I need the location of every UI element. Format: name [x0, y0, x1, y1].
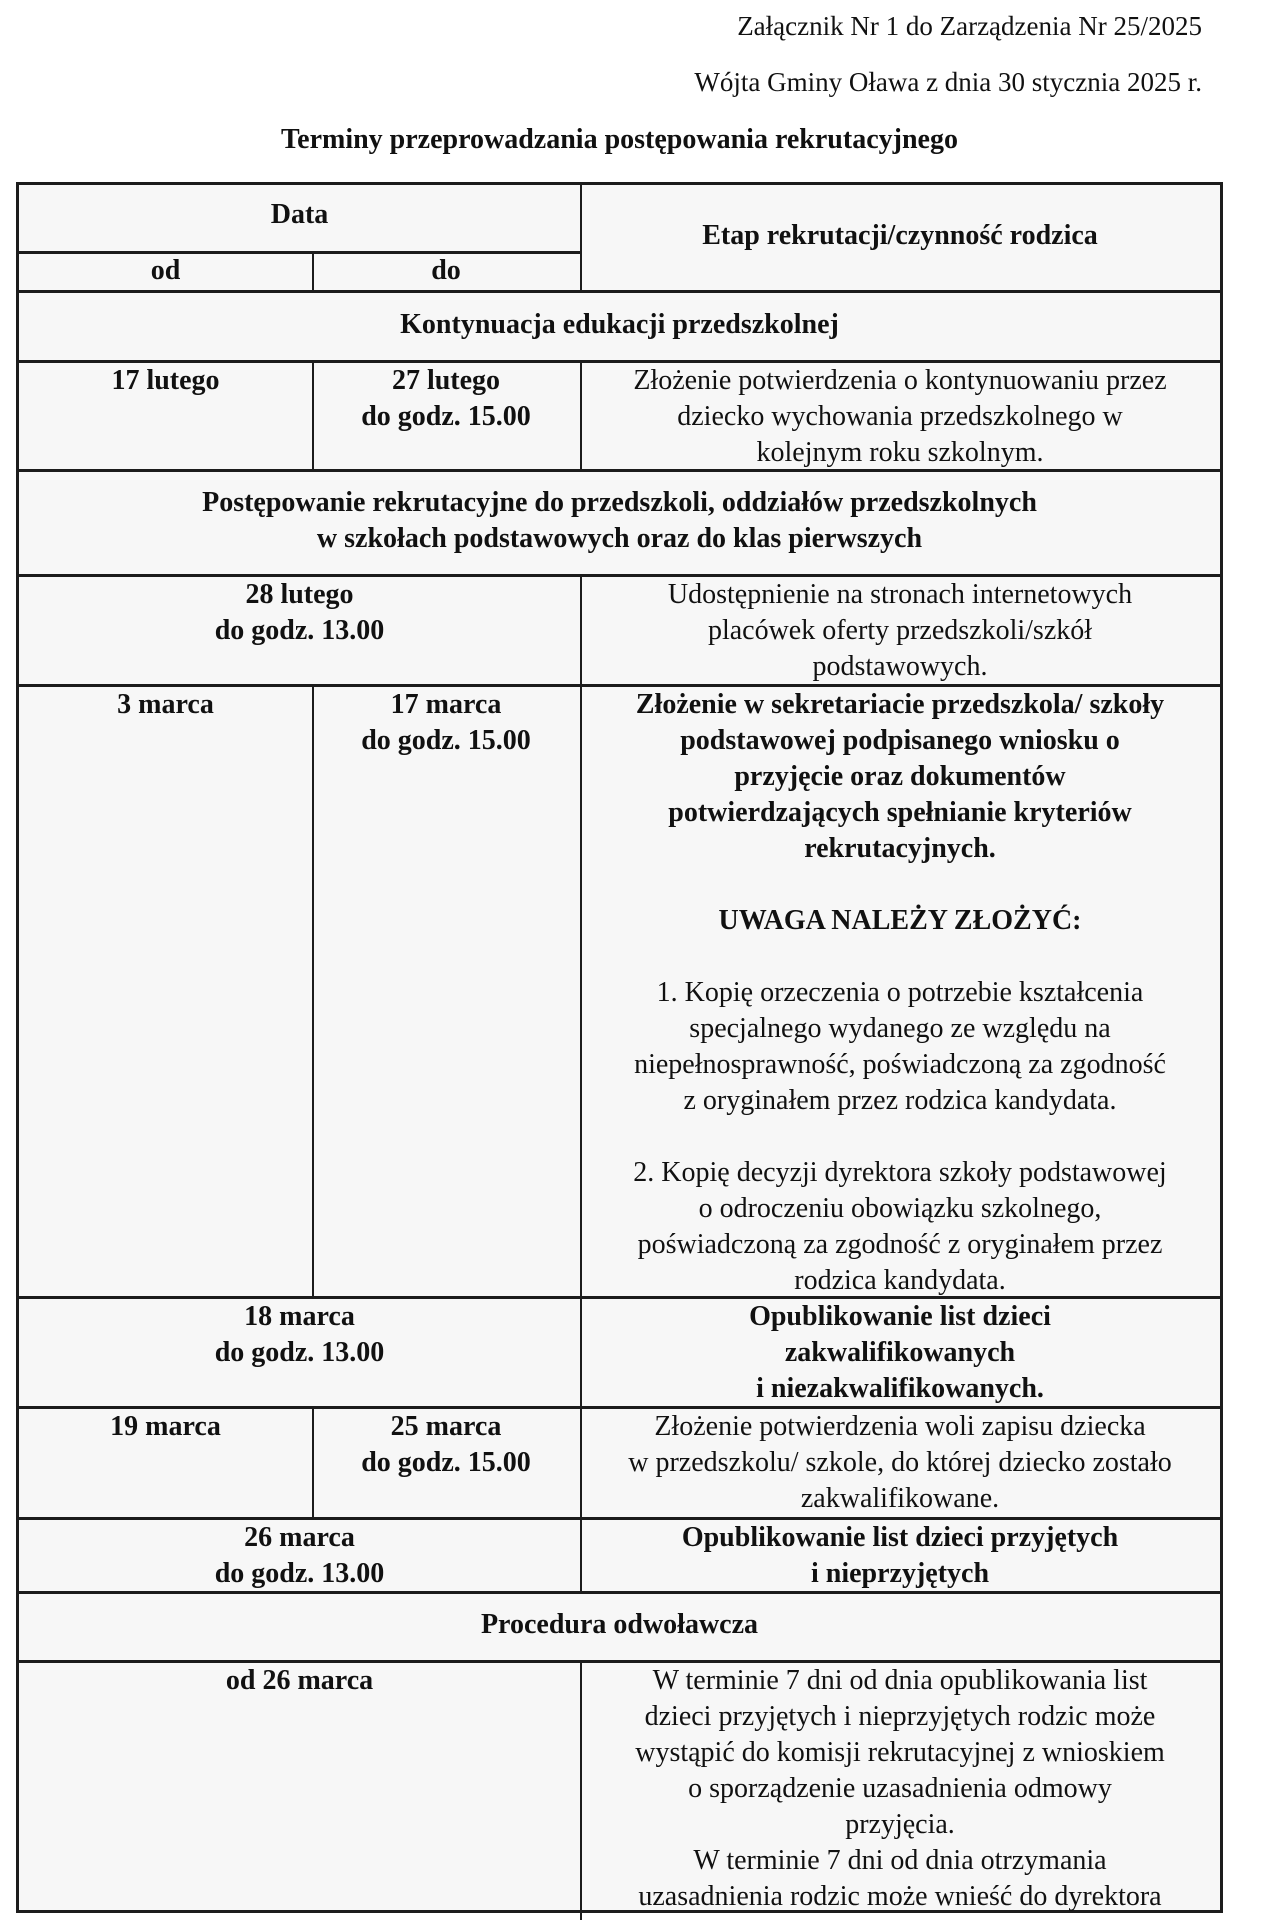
section-title-appeal: Procedura odwoławcza [480, 1609, 759, 1640]
date-single [19, 1299, 580, 1371]
text-line: z oryginałem przez rodzica kandydata. [683, 1085, 1117, 1116]
date-single: od 26 marca [225, 1665, 374, 1696]
text-line: zakwalifikowane. [800, 1483, 1000, 1514]
text-line: W terminie 7 dni od dnia opublikowania list [652, 1665, 1148, 1696]
stage-description [580, 577, 1220, 685]
stage-description [580, 1299, 1220, 1407]
date-from: 17 lutego [111, 365, 220, 396]
schedule-table [16, 182, 1223, 1913]
attachment-header-line2: Wójta Gminy Oława z dnia 30 stycznia 2025 r. [694, 67, 1202, 97]
text-line: kolejnym roku szkolnym. [756, 437, 1044, 468]
column-header-to: do [431, 255, 461, 286]
text-line: w szkołach podstawowych oraz do klas pierwszych [316, 523, 923, 554]
date-day: 26 marca [244, 1522, 355, 1553]
stage-description [580, 363, 1220, 471]
text-line: dzieci przyjętych i nieprzyjętych rodzic może [644, 1701, 1156, 1732]
text-line: potwierdzających spełnianie kryteriów [668, 797, 1132, 828]
note-item: 2. Kopię decyzji dyrektora szkoły podstawowej [633, 1157, 1167, 1188]
grid-line [312, 684, 314, 1296]
date-to [312, 687, 580, 759]
stage-description [580, 687, 1220, 1299]
stage-description [580, 1409, 1220, 1517]
text-line: przyjęcie oraz dokumentów [734, 761, 1066, 792]
text-line: i niezakwalifikowanych. [756, 1373, 1044, 1404]
document-title: Terminy przeprowadzania postępowania rekrutacyjnego [281, 124, 958, 155]
date-to-time: do godz. 15.00 [361, 1447, 531, 1478]
date-to-day: 17 marca [390, 689, 502, 720]
section-title-continuation: Kontynuacja edukacji przedszkolnej [400, 309, 839, 340]
column-header-date: Data [270, 199, 329, 230]
date-time: do godz. 13.00 [214, 1337, 385, 1368]
text-line: o odroczeniu obowiązku szkolnego, [698, 1193, 1102, 1224]
date-day: 18 marca [244, 1301, 355, 1332]
date-to [312, 1409, 580, 1481]
date-day: 28 lutego [245, 579, 354, 610]
note-title: UWAGA NALEŻY ZŁOŻYĆ: [718, 905, 1082, 936]
text-line: przyjęcia. [845, 1809, 955, 1840]
stage-description [580, 1663, 1220, 1915]
date-to-day: 25 marca [390, 1411, 502, 1442]
date-single [19, 1520, 580, 1592]
text-line: Złożenie w sekretariacie przedszkola/ szkoły [635, 689, 1165, 720]
text-line: specjalnego wydanego ze względu na [689, 1013, 1111, 1044]
text-line: wystąpić do komisji rekrutacyjnej z wnioskiem [635, 1737, 1165, 1768]
grid-line [19, 290, 1220, 293]
text-line: rodzica kandydata. [794, 1265, 1006, 1296]
text-line: w przedszkolu/ szkole, do której dziecko zostało [628, 1447, 1172, 1478]
stage-description [580, 1520, 1220, 1592]
text-line: uzasadnienia rodzic może wnieść do dyrektora [638, 1881, 1162, 1912]
text-line: dziecko wychowania przedszkolnego w [677, 401, 1123, 432]
text-line: i nieprzyjętych [810, 1558, 990, 1589]
column-header-from: od [150, 255, 181, 286]
text-line: W terminie 7 dni od dnia otrzymania [693, 1845, 1107, 1876]
text-line: Postępowanie rekrutacyjne do przedszkoli, oddziałów przedszkolnych [202, 487, 1037, 518]
section-title-recruitment [19, 485, 1220, 557]
text-line: rekrutacyjnych. [804, 833, 996, 864]
text-line: podstawowej podpisanego wniosku o [680, 725, 1120, 756]
text-line: Opublikowanie list dzieci przyjętych [681, 1522, 1119, 1553]
date-to [312, 363, 580, 435]
text-line: Udostępnienie na stronach internetowych [667, 579, 1133, 610]
text-line: Złożenie potwierdzenia woli zapisu dziecka [654, 1411, 1146, 1442]
text-line: Opublikowanie list dzieci [749, 1301, 1051, 1332]
text-line: podstawowych. [812, 651, 988, 682]
date-time: do godz. 13.00 [214, 1558, 385, 1589]
text-line: Złożenie potwierdzenia o kontynuowaniu przez [633, 365, 1167, 396]
note-item: 1. Kopię orzeczenia o potrzebie kształcenia [656, 977, 1144, 1008]
date-from: 19 marca [110, 1411, 221, 1442]
column-header-stage: Etap rekrutacji/czynność rodzica [702, 220, 1098, 251]
date-from: 3 marca [117, 689, 214, 720]
text-line: o sporządzenie uzasadnienia odmowy [688, 1773, 1112, 1804]
date-to-time: do godz. 15.00 [361, 725, 531, 756]
attachment-header-line1: Załącznik Nr 1 do Zarządzenia Nr 25/2025 [737, 11, 1202, 41]
text-line: niepełnosprawność, poświadczoną za zgodność [634, 1049, 1166, 1080]
text-line: placówek oferty przedszkoli/szkół [707, 615, 1093, 646]
date-to-time: do godz. 15.00 [361, 401, 531, 432]
date-to-day: 27 lutego [391, 365, 501, 396]
date-single [19, 577, 580, 649]
date-time: do godz. 13.00 [214, 615, 385, 646]
text-line: poświadczoną za zgodność z oryginałem przez [637, 1229, 1163, 1260]
text-line: zakwalifikowanych [784, 1337, 1016, 1368]
